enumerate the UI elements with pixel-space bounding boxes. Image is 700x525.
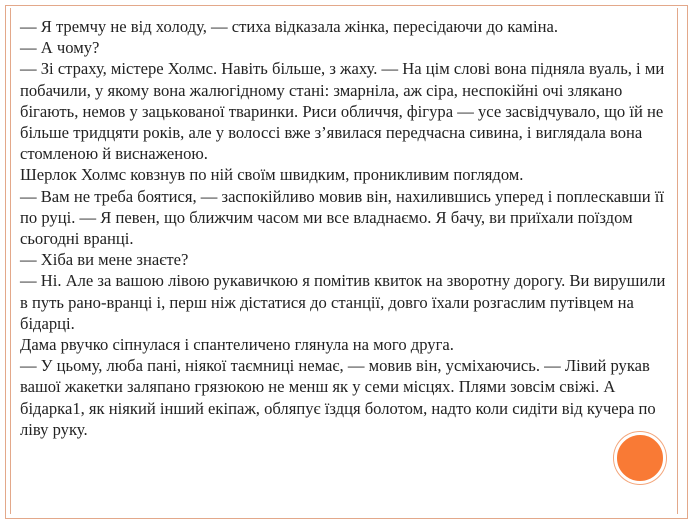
paragraph: — Зі страху, містере Холмс. Навіть більше, з жаху. — На цім слові вона підняла вуаль, і ми побачили, у якому вона жалюгідному стані: змарніла, аж сіра, неспокійні очі злякано бігають, немов у зацькованої тваринки. Риси обличчя, фігура — усе засвідчувало, що їй не більше тридцяти років, але у волоссі вже з’явилася передчасна сивина, і виглядала вона стомленою й виснаженою. bbox=[20, 59, 665, 164]
paragraph: Дама рвучко сіпнулася і спантеличено глянула на мого друга. bbox=[20, 335, 454, 355]
paragraph: — У цьому, люба пані, ніякої таємниці немає, — мовив він, усміхаючись. — Лівий рукав вашої жакетки заляпано грязюкою не менш як у семи місцях. Плями зовсім свіжі. А бідарка1, як ніякий інший екіпаж, обляпує їздця болотом, надто коли сидіти від кучера по ліву руку. bbox=[20, 356, 656, 439]
paragraph: — Ні. Але за вашою лівою рукавичкою я помітив квиток на зворотну дорогу. Ви вирушили в путь рано-вранці і, перш ніж дістатися до станції, довго їхали розгаслим путівцем на бідарці. bbox=[20, 271, 666, 333]
paragraph: — А чому? bbox=[20, 38, 100, 58]
decorative-circle-icon bbox=[614, 432, 666, 484]
paragraph: Шерлок Холмс ковзнув по ній своїм швидким, проникливим поглядом. bbox=[20, 165, 524, 185]
paragraph: — Я тремчу не від холоду, — стиха відказала жінка, пересідаючи до каміна. bbox=[20, 17, 559, 36]
text-block bbox=[20, 16, 670, 440]
paragraph: — Вам не треба боятися, — заспокійливо мовив він, нахилившись уперед і поплескавши її по руці. — Я певен, що ближчим часом ми все владнаємо. Я бачу, ви приїхали поїздом сьогодні вранці. bbox=[20, 186, 664, 249]
paragraph: — Хіба ви мене знаєте? bbox=[20, 250, 189, 270]
